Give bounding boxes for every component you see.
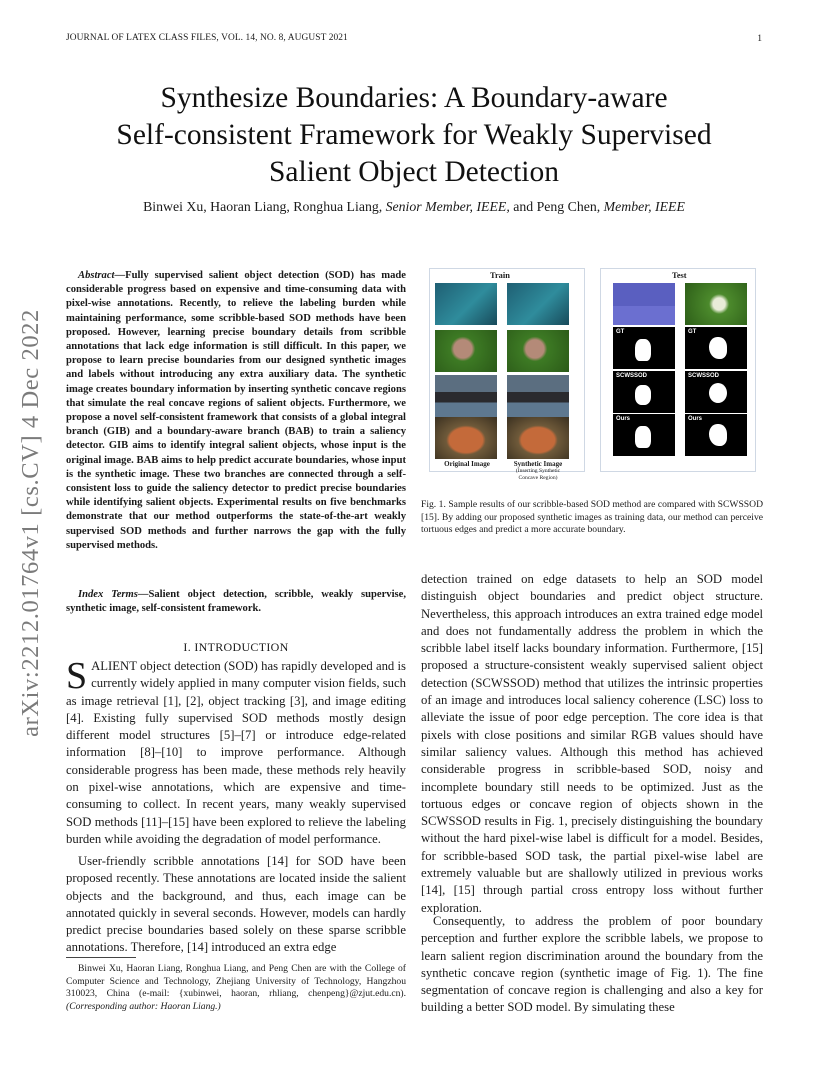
- author-names-1: Binwei Xu, Haoran Liang, Ronghua Liang,: [143, 199, 386, 214]
- train-original-pot: [435, 417, 497, 459]
- author-names-2: and Peng Chen,: [509, 199, 604, 214]
- train-synthetic-turtle: [507, 283, 569, 325]
- row-scwssod-label: SCWSSOD: [616, 373, 648, 379]
- right-paragraph-1: detection trained on edge datasets to help an SOD model distinguish object boundaries and predict object structure. Nevertheless, this approach introduces an extra trained edge model and does not fundamentally address the problem in which the scribble label itself lacks boundary information. Furthermore, [15] proposed a structure-consistent weakly supervised salient object detection (SCWSSOD) method that utilizes the intrinsic properties of an image and introduces local saliency coherence (LSC) loss to alleviate the issue of poor edge perception. The core idea is that pixels with close positions and similar RGB values should have similar saliency values. Although this method has achieved considerable progress in scribble-based SOD, noisy and incomplete boundary still needs to be optimized. Just as the tortuous edges or concave region of objects shown in the SCWSSOD results in Fig. 1, precisely distinguishing the boundary without the hard pixel-wise label is difficult for a model. Besides, for scribble-based SOD task, the partial pixel-wise label are extremely valuable but are shallowly utilized in previous works [14], [15] through partial cross entropy loss without further exploration.: [421, 572, 763, 915]
- test-gt-tennis: [613, 327, 675, 369]
- abstract: [66, 269, 406, 553]
- train-original-snail: [435, 330, 497, 372]
- test-image-butterfly: [685, 283, 747, 325]
- index-terms-label: Index Terms: [78, 589, 138, 600]
- right-paragraph-2: Consequently, to address the problem of poor boundary perception and further explore the scribble labels, we propose to learn salient region discrimination around the boundary from the synthetic concave region (synthetic image of Fig. 1). The fine segmentation of concave region is challenging and also a key for building a better SOD model. By simulating these: [421, 914, 763, 1015]
- figure-test-label: Test: [672, 271, 687, 280]
- test-image-tennis: [613, 283, 675, 325]
- author-role-1: Senior Member, IEEE,: [385, 199, 510, 214]
- col-synthetic-label: [500, 460, 576, 482]
- index-terms: [66, 588, 406, 616]
- col-synthetic-sub2: Concave Region): [518, 475, 558, 481]
- train-synthetic-snail: [507, 330, 569, 372]
- col-synthetic-sub1: (Inserting Synthetic: [515, 468, 561, 474]
- row-ours-label-2: Ours: [688, 416, 703, 422]
- test-gt-butterfly: [685, 327, 747, 369]
- col-original-label: [437, 460, 497, 468]
- index-terms-text: —Salient object detection, scribble, weakly supervise, synthetic image, self-consistent framework.: [66, 589, 406, 615]
- test-ours-butterfly: [685, 414, 747, 456]
- row-gt-label-2: GT: [688, 329, 697, 335]
- figure-train-label: Train: [490, 271, 510, 280]
- row-scwssod-label-2: SCWSSOD: [688, 373, 720, 379]
- train-synthetic-boat: [507, 375, 569, 417]
- arxiv-sidebar: [6, 288, 56, 758]
- intro-p1-text: ALIENT object detection (SOD) has rapidly developed and is currently widely applied in many computer vision fields, such as image retrieval [1], [2], object tracking [3], and image editing [4]. Existing fully supervised SOD methods mostly design different model structures [5]–[7] or introduce edge-related information [8]–[10] to improve performance. Although considerable progress has been made, these methods rely heavily on pixel-wise annotations, which are expensive and time-consuming to collect. In recent years, many weakly supervised SOD methods [11]–[15] have been explored to relieve the labeling burden while avoiding the degradation of model performance.: [66, 659, 406, 846]
- footnote: [66, 963, 406, 1013]
- author-role-2: Member, IEEE: [603, 199, 685, 214]
- row-ours-label: Ours: [616, 416, 631, 422]
- footnote-text: Binwei Xu, Haoran Liang, Ronghua Liang, and Peng Chen are with the College of Computer Science and Technology, Zhejiang University of Technology, Hangzhou 310023, China (e-mail: {xubinwei, haoran, rhliang, chenpeng}@zjut.edu.cn).: [66, 963, 406, 1000]
- intro-paragraph-2: User-friendly scribble annotations [14] for SOD have been proposed recently. These annotations are located inside the salient objects and the background, and thus, each image can be annotated quickly in several seconds. However, models can hardly predict precise boundaries based solely on these sparse scribble annotations. Therefore, [14] introduced an extra edge: [66, 854, 406, 955]
- col-original-text: Original Image: [444, 460, 490, 468]
- title-line-2: Self-consistent Framework for Weakly Supervised: [116, 119, 712, 151]
- footnote-corresponding: (Corresponding author: Haoran Liang.): [66, 1000, 221, 1012]
- figure-caption: Fig. 1. Sample results of our scribble-based SOD method are compared with SCWSSOD [15]. By adding our proposed synthetic images as training data, our method can perceive tortuous edges and predict a more accurate boundary.: [421, 499, 763, 536]
- train-synthetic-pot: [507, 417, 569, 459]
- test-ours-tennis: [613, 414, 675, 456]
- section-heading: I. INTRODUCTION: [183, 640, 289, 654]
- page-number: 1: [757, 33, 762, 44]
- footnote-rule: [66, 957, 136, 958]
- running-header: JOURNAL OF LATEX CLASS FILES, VOL. 14, NO. 8, AUGUST 2021: [66, 33, 348, 43]
- abstract-text: —Fully supervised salient object detection (SOD) has made considerable progress based on expensive and time-consuming data with pixel-wise annotations. Recently, to relieve the labeling burden while maintaining performance, some scribble-based SOD methods have been proposed. However, learning precise boundary details from scribble annotations that lack edge information is still difficult. In this paper, we propose to learn precise boundaries from our designed synthetic images and labels without introducing any extra auxiliary data. The synthetic image creates boundary information by inserting synthetic concave regions that simulate the real concave regions of salient objects. Furthermore, we propose a novel self-consistent framework that consists of a global integral branch (GIB) and a boundary-aware branch (BAB) to train a saliency detector. GIB aims to identify integral salient objects, whose input is the original image. BAB aims to help predict accurate boundaries, whose input is the synthetic image. These two branches are connected through a self-consistent loss to guide the saliency detector to predict precise boundaries while identifying salient objects. Experimental results on five benchmarks demonstrate that our method outperforms the state-of-the-art weakly supervised SOD methods and further narrows the gap with the fully supervised methods.: [66, 270, 406, 551]
- abstract-label: Abstract: [78, 270, 115, 281]
- test-scwssod-butterfly: [685, 371, 747, 413]
- paper-title: [60, 80, 768, 191]
- arxiv-identifier: arXiv:2212.01764v1 [cs.CV] 4 Dec 2022: [17, 309, 44, 737]
- title-line-1: Synthesize Boundaries: A Boundary-aware: [160, 82, 668, 114]
- train-original-turtle: [435, 283, 497, 325]
- row-gt-label: GT: [616, 329, 625, 335]
- train-original-boat: [435, 375, 497, 417]
- test-scwssod-tennis: [613, 371, 675, 413]
- drop-cap: S: [66, 655, 88, 697]
- title-line-3: Salient Object Detection: [269, 156, 559, 188]
- intro-paragraph-1: [66, 655, 406, 848]
- col-synthetic-text: Synthetic Image: [513, 460, 563, 468]
- author-list: [60, 199, 768, 215]
